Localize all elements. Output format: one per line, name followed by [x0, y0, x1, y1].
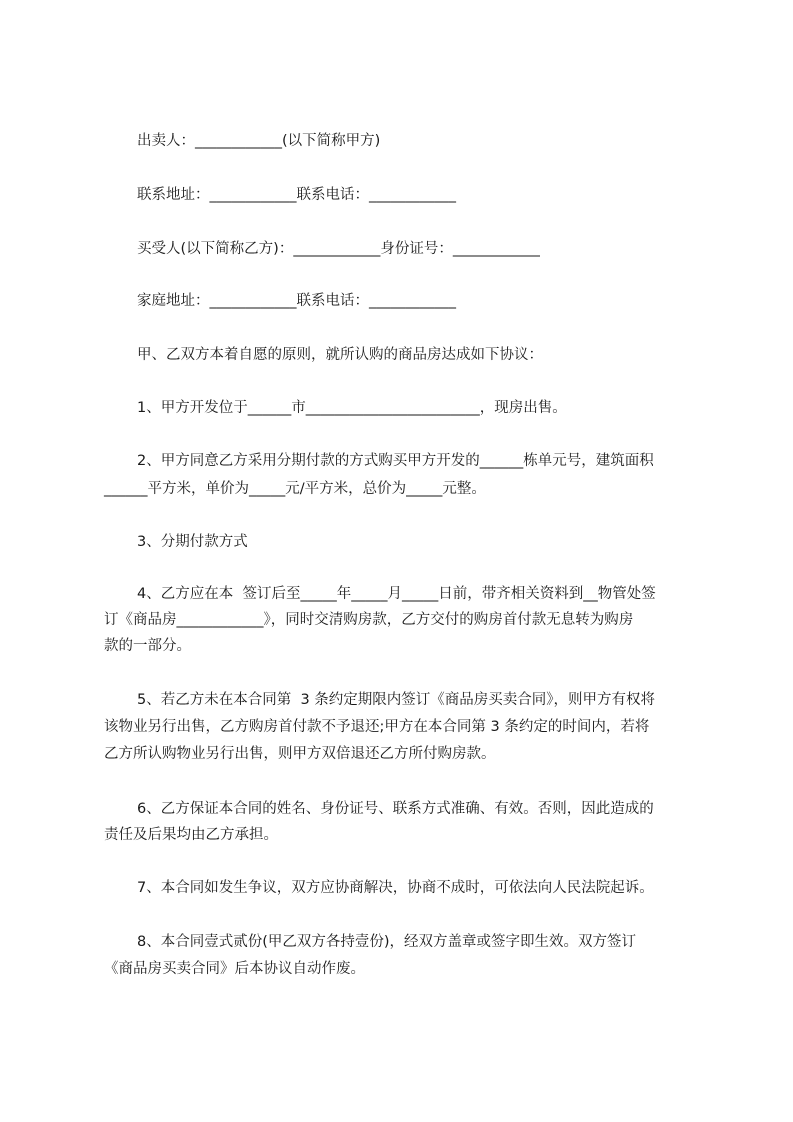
buyer-contact-line: 家庭地址：____________联系电话：____________ [137, 293, 456, 309]
buyer-line: 买受人(以下简称乙方)：____________身份证号：____________ [137, 241, 540, 257]
clause-4-line-2: 订《商品房____________》，同时交清购房款，乙方交付的购房首付款无息转为购房 [104, 612, 634, 628]
clause-5-line-2: 该物业另行出售，乙方购房首付款不予退还;甲方在本合同第 3 条约定的时间内，若将 [104, 719, 650, 735]
clause-7: 7、本合同如发生争议，双方应协商解决，协商不成时，可依法向人民法院起诉。 [137, 880, 654, 896]
clause-3: 3、分期付款方式 [137, 534, 248, 550]
clause-5-line-1: 5、若乙方未在本合同第 3 条约定期限内签订《商品房买卖合同》，则甲方有权将 [137, 692, 656, 708]
intro-paragraph: 甲、乙双方本着自愿的原则，就所认购的商品房达成如下协议： [137, 347, 543, 363]
clause-4-line-1: 4、乙方应在本 签订后至_____年_____月_____日前，带齐相关资料到__物管处签 [137, 586, 656, 602]
clause-2-line-2: ______平方米，单价为_____元/平方米，总价为_____元整。 [104, 481, 486, 497]
clause-1: 1、甲方开发位于______市________________________，现房出售。 [137, 400, 567, 416]
seller-contact-line: 联系地址：____________联系电话：____________ [137, 187, 456, 203]
clause-2-line-1: 2、甲方同意乙方采用分期付款的方式购买甲方开发的______栋单元号，建筑面积 [137, 453, 654, 469]
clause-6-line-2: 责任及后果均由乙方承担。 [104, 827, 278, 843]
clause-4-line-3: 款的一部分。 [104, 638, 191, 654]
clause-5-line-3: 乙方所认购物业另行出售，则甲方双倍退还乙方所付购房款。 [104, 746, 496, 762]
clause-6-line-1: 6、乙方保证本合同的姓名、身份证号、联系方式准确、有效。否则，因此造成的 [137, 801, 654, 817]
seller-line: 出卖人：____________(以下简称甲方) [137, 133, 381, 149]
clause-8-line-1: 8、本合同壹式贰份(甲乙双方各持壹份)，经双方盖章或签字即生效。双方签订 [137, 934, 637, 950]
clause-8-line-2: 《商品房买卖合同》后本协议自动作废。 [104, 961, 365, 977]
